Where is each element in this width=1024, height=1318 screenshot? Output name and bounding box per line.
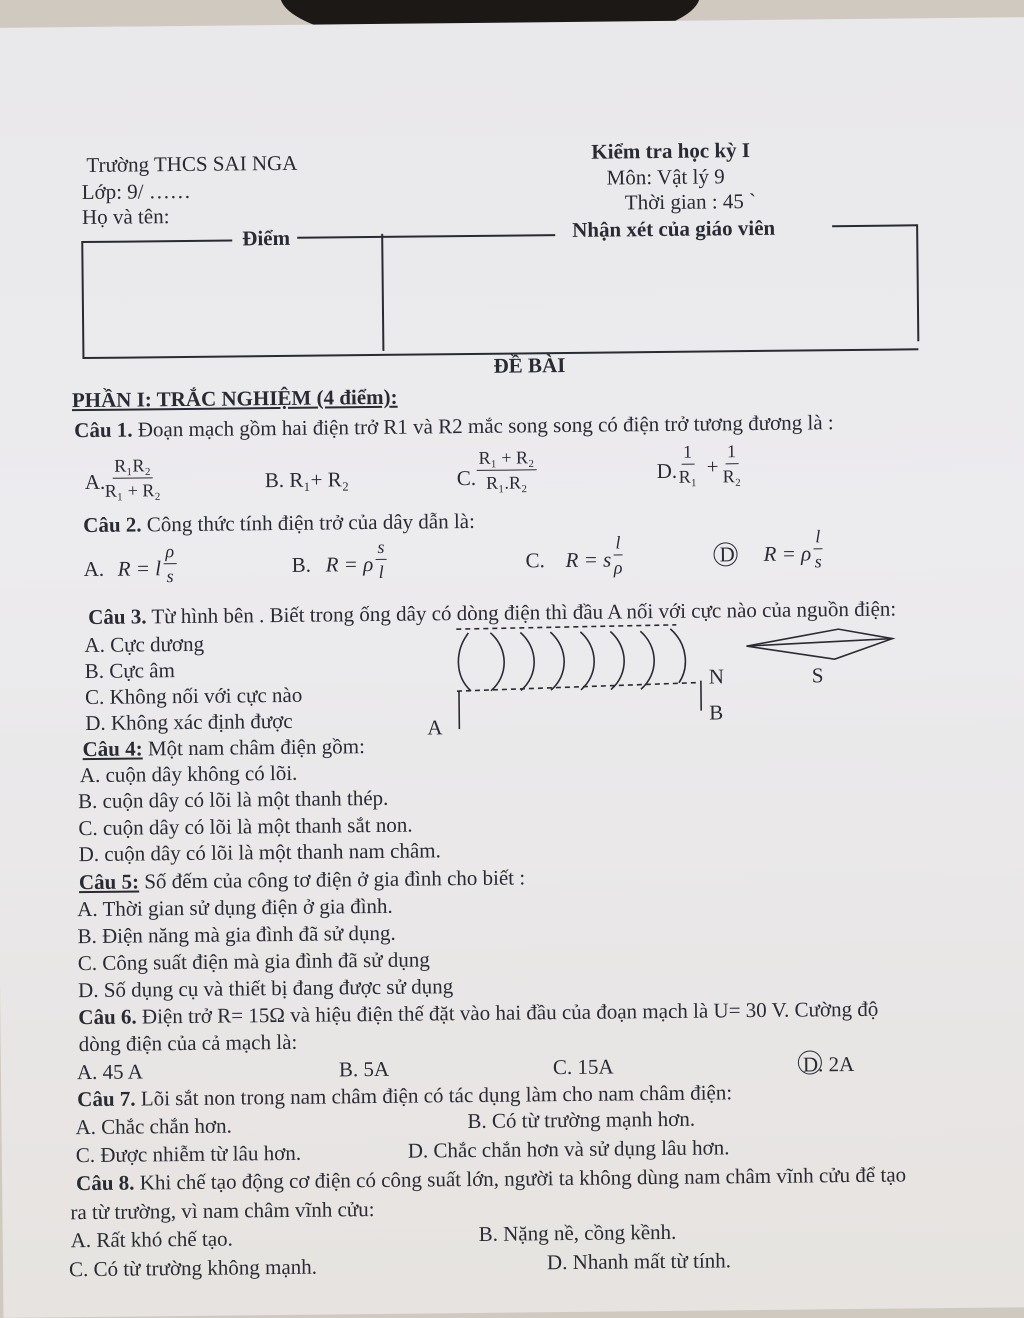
- comment-label: Nhận xét của giáo viên: [572, 218, 775, 241]
- q2-option-a-fraction: $\frac{\rho}{s}$: [163, 542, 176, 585]
- q4-option-a: A. cuộn dây không có lõi.: [80, 763, 298, 786]
- q1-option-c-fraction: $\frac{\text{R₁ + R₂}}{\text{R₁.R₂}}$: [476, 448, 536, 492]
- q4-option-c: C. cuộn dây có lõi là một thanh sắt non.: [78, 815, 412, 839]
- q8-option-c: C. Có từ trường không mạnh.: [69, 1257, 317, 1281]
- question-5: Câu 5: Số đếm của công tơ điện ở gia đình cho biết :: [79, 867, 525, 893]
- q2-option-c-fraction: $\frac{l}{\rho}$: [613, 533, 622, 576]
- q4-option-b: B. cuộn dây có lõi là một thanh thép.: [78, 788, 388, 812]
- q3-option-d: D. Không xác định được: [85, 711, 293, 734]
- question-8: Câu 8. Khi chế tạo động cơ điện có công suất lớn, người ta không dùng nam châm vĩnh cửu để tạo: [76, 1164, 906, 1194]
- q2-option-a: A.: [84, 559, 105, 580]
- question-4: Câu 4: Một nam châm điện gồm:: [82, 736, 365, 760]
- q8-option-b: B. Nặng nề, cồng kềnh.: [479, 1222, 677, 1245]
- q5-option-b: B. Điện năng mà gia đình đã sử dụng.: [77, 923, 395, 947]
- exam-subject: Môn: Vật lý 9: [606, 166, 724, 188]
- q2-option-d: D: [719, 544, 734, 565]
- question-3: Câu 3. Từ hình bên . Biết trong ống dây có dòng điện thì đầu A nối với cực nào của nguồn điện:: [88, 599, 896, 628]
- q8-option-a: A. Rất khó chế tạo.: [71, 1229, 233, 1252]
- q6-option-d: D. 2A: [803, 1054, 855, 1076]
- question-7: Câu 7. Lõi sắt non trong nam châm điện có tác dụng làm cho nam châm điện:: [77, 1082, 732, 1110]
- q7-option-c: C. Được nhiễm từ lâu hơn.: [76, 1143, 301, 1166]
- q4-option-d: D. cuộn dây có lõi là một thanh nam châm.: [79, 840, 441, 865]
- q1-option-a: A.: [85, 472, 106, 493]
- q7-option-b: B. Có từ trường mạnh hơn.: [467, 1109, 695, 1132]
- question-8-continued: ra từ trường, vì nam châm vĩnh cửu:: [70, 1199, 374, 1223]
- q1-option-d-plus: +: [707, 456, 719, 477]
- q2-option-a-formula: R = l: [118, 558, 162, 579]
- q1-option-c: C.: [457, 468, 476, 489]
- name-line: Họ và tên:: [82, 206, 170, 228]
- q2-option-b: B.: [292, 555, 311, 576]
- class-line: Lớp: 9/ ……: [82, 181, 191, 203]
- solenoid-figure: [456, 616, 917, 751]
- exam-paper: [0, 17, 1024, 1318]
- q2-option-c-formula: R = s: [565, 550, 611, 571]
- part1-title: PHẦN I: TRẮC NGHIỆM (4 điểm):: [72, 387, 398, 411]
- q2-option-b-fraction: $\frac{s}{l}$: [375, 538, 386, 581]
- exam-title: Kiểm tra học kỳ I: [591, 140, 750, 163]
- q7-option-a: A. Chắc chắn hơn.: [75, 1116, 232, 1139]
- figure-label-b: B: [709, 702, 723, 723]
- q1-option-d-fraction-1: $\frac{1}{\text{R₁}}$: [678, 443, 697, 486]
- question-2: Câu 2. Công thức tính điện trở của dây dẫn là:: [83, 511, 475, 536]
- score-label: Điểm: [242, 228, 290, 249]
- q2-option-b-formula: R = ρ: [326, 554, 374, 575]
- q3-option-c: C. Không nối với cực nào: [85, 685, 303, 708]
- q1-option-d: D.: [657, 461, 678, 482]
- q7-option-d: D. Chắc chắn hơn và sử dụng lâu hơn.: [408, 1137, 730, 1161]
- exam-time: Thời gian : 45 `: [625, 191, 756, 213]
- q6-option-b: B. 5A: [339, 1059, 389, 1081]
- figure-label-a: A: [427, 717, 442, 738]
- q2-option-d-formula: R = ρ: [763, 543, 811, 564]
- question-1: Câu 1. Đoạn mạch gồm hai điện trở R1 và R2 mắc song song có điện trở tương đương là :: [74, 412, 834, 441]
- figure-label-n: N: [709, 666, 724, 687]
- q5-option-c: C. Công suất điện mà gia đình đã sử dụng: [78, 949, 430, 974]
- q5-option-d: D. Số dụng cụ và thiết bị đang được sử dụng: [78, 976, 453, 1001]
- question-6: Câu 6. Điện trở R= 15Ω và hiệu điện thế đặt vào hai đầu của đoạn mạch là U= 30 V. Cường độ: [78, 999, 878, 1028]
- question-6-continued: dòng điện của cả mạch là:: [79, 1032, 298, 1055]
- section-title: ĐỀ BÀI: [493, 355, 565, 377]
- q1-option-a-fraction: $\frac{\text{R₁R₂}}{\text{R₁ + R₂}}$: [104, 456, 160, 500]
- q8-option-d: D. Nhanh mất từ tính.: [547, 1250, 731, 1273]
- q5-option-a: A. Thời gian sử dụng điện ở gia đình.: [77, 896, 393, 920]
- q1-option-b: B. R₁+ R₂: [265, 469, 349, 491]
- q6-option-a: A. 45 A: [77, 1061, 143, 1083]
- q3-option-a: A. Cực dương: [84, 634, 204, 656]
- q2-option-c: C.: [526, 550, 545, 571]
- q3-option-b: B. Cực âm: [85, 660, 175, 682]
- q1-option-d-fraction-2: $\frac{1}{\text{R₂}}$: [722, 442, 741, 485]
- q6-option-c: C. 15A: [553, 1057, 614, 1079]
- figure-label-s: S: [812, 665, 824, 686]
- school-name: Trường THCS SAI NGA: [86, 153, 297, 176]
- q2-option-d-fraction: $\frac{l}{s}$: [813, 527, 822, 570]
